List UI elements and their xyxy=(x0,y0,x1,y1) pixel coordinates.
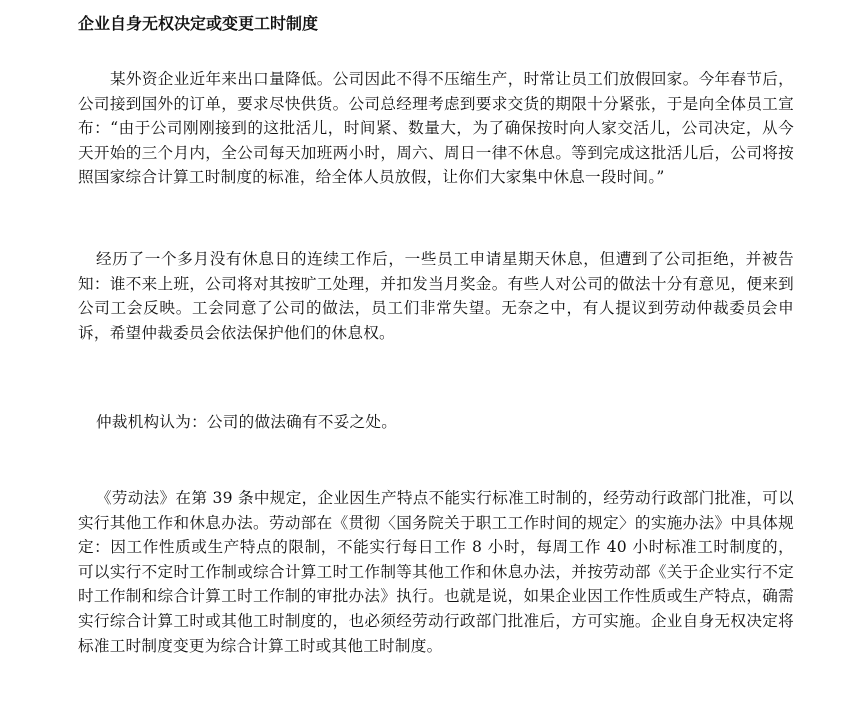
paragraph-legal-basis: 《劳动法》在第 39 条中规定，企业因生产特点不能实行标准工时制的，经劳动行政部门批准，可以实行其他工作和休息办法。劳动部在《贯彻〈国务院关于职工工作时间的规定〉的实施办法》中具体规定：因工作性质或生产特点的限制，不能实行每日工作 8 小时，每周工作 40 小时标准工时制度的，可以实行不定时工作制或综合计算工时工作制等其他工作和休息办法，并按劳动部《关于企业实行不定时工作制和综合计算工时工作制的审批办法》执行。也就是说，如果企业因工作性质或生产特点，确需实行综合计算工时或其他工时制度的，也必须经劳动行政部门批准后，方可实施。企业自身无权决定将标准工时制度变更为综合计算工时或其他工时制度。 xyxy=(78,489,794,655)
paragraph-case-background: 某外资企业近年来出口量降低。公司因此不得不压缩生产，时常让员工们放假回家。今年春节后，公司接到国外的订单，要求尽快供货。公司总经理考虑到要求交货的期限十分紧张，于是向全体员工宣布：“由于公司刚刚接到的这批活儿，时间紧、数量大，为了确保按时向人家交活儿，公司决定，从今天开始的三个月内，全公司每天加班两小时，周六、周日一律不休息。等到完成这批活儿后，公司将按照国家综合计算工时制度的标准，给全体人员放假，让你们大家集中休息一段时间。” xyxy=(78,70,794,187)
paragraph-employee-complaint: 经历了一个多月没有休息日的连续工作后，一些员工申请星期天休息，但遭到了公司拒绝，并被告知：谁不来上班，公司将对其按旷工处理，并扣发当月奖金。有些人对公司的做法十分有意见，便来到公司工会反映。工会同意了公司的做法，员工们非常失望。无奈之中，有人提议到劳动仲裁委员会申诉，希望仲裁委员会依法保护他们的休息权。 xyxy=(78,250,794,342)
paragraph-arbitration-opinion: 仲裁机构认为：公司的做法确有不妥之处。 xyxy=(96,413,398,431)
document-title: 企业自身无权决定或变更工时制度 xyxy=(78,14,319,33)
